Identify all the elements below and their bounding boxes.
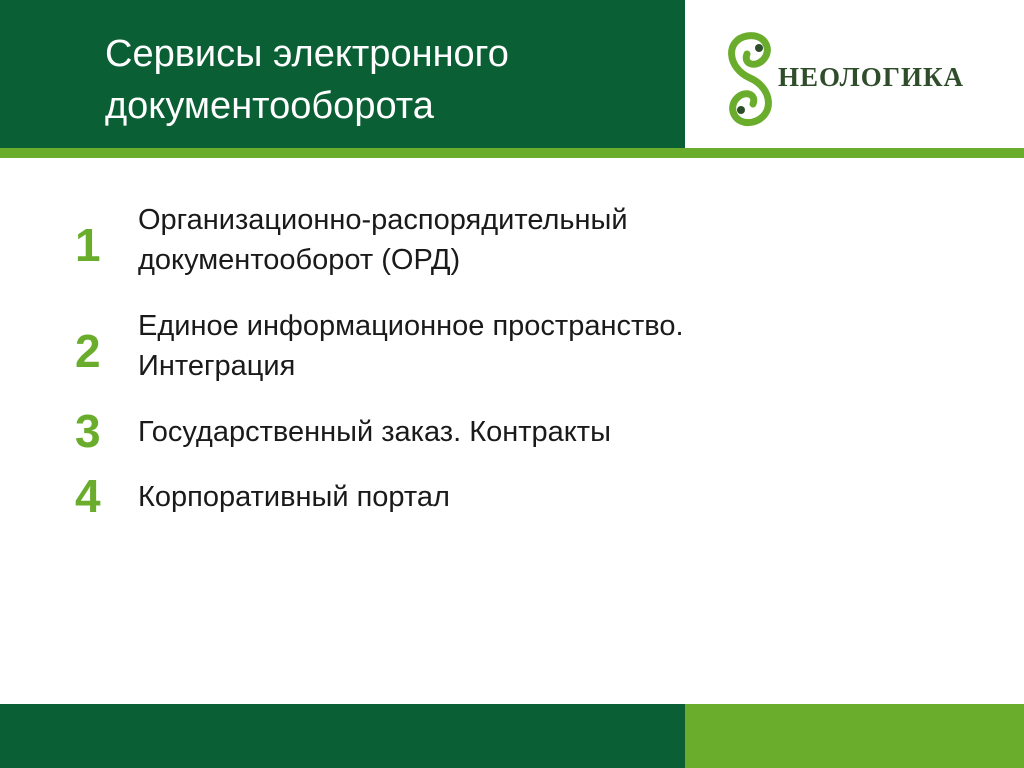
item-text-line-1: Корпоративный портал <box>138 481 450 513</box>
item-text-line-1: Государственный заказ. Контракты <box>138 416 611 448</box>
item-text <box>138 412 958 452</box>
item-text-line-2: документооборот (ОРД) <box>138 244 461 276</box>
item-text <box>138 306 958 386</box>
item-number: 2 <box>75 325 101 377</box>
item-text-line-1: Организационно-распорядительный <box>138 204 628 236</box>
item-text-line-1: Единое информационное пространство. <box>138 310 684 342</box>
item-text-line-2: Интеграция <box>138 350 296 382</box>
item-number: 3 <box>75 405 101 457</box>
footer-band-dark <box>0 704 685 768</box>
item-number: 4 <box>75 470 101 522</box>
logo-wordmark: НЕОЛОГИКА <box>778 62 965 92</box>
item-text <box>138 477 958 517</box>
item-number: 1 <box>75 219 101 271</box>
slide-title-line-2: документооборота <box>105 85 434 127</box>
footer-band-light <box>685 704 1024 768</box>
item-text <box>138 200 958 280</box>
slide-title-line-1: Сервисы электронного <box>105 33 509 75</box>
